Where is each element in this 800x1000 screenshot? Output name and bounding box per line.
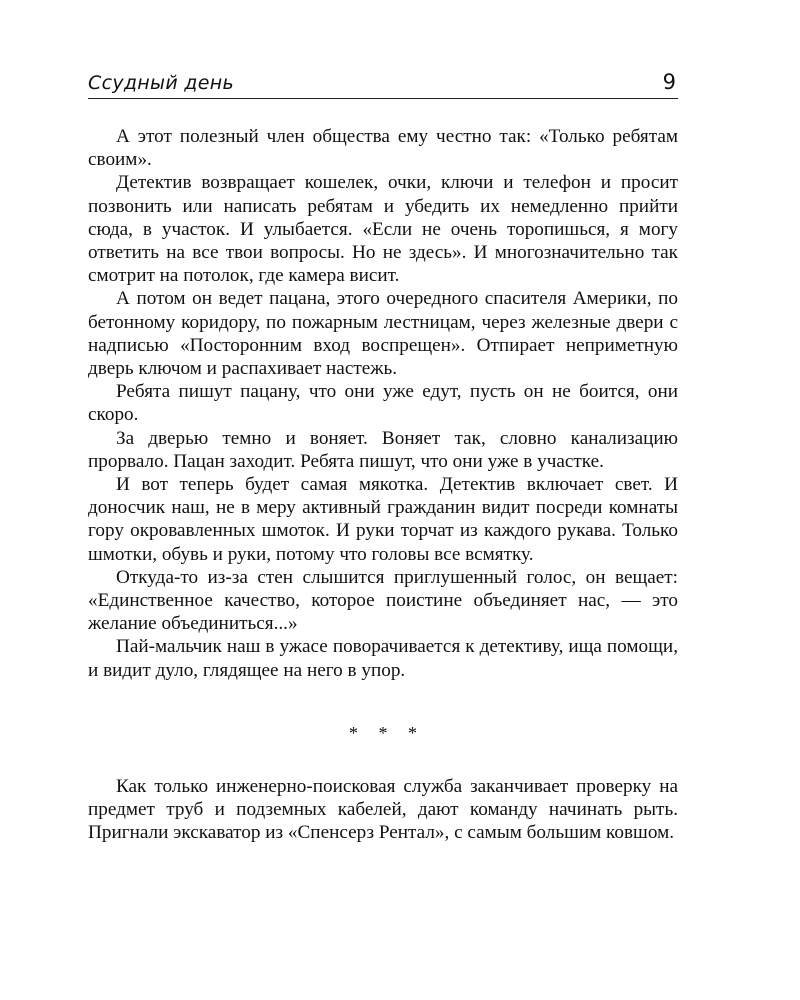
body-text: [88, 125, 678, 845]
chapter-title: Ссудный день: [88, 72, 234, 94]
paragraph: Детектив возвращает кошелек, очки, ключи и телефон и просит позвонить или написать ребятам и убедить их немедленно прийти сюда, в участок. И улыбается. «Если не очень торопишься, я могу ответить на все твои вопросы. Но не здесь». И многозначительно так смотрит на потолок, где камера висит.: [88, 172, 678, 287]
paragraph: За дверью темно и воняет. Воняет так, словно канализацию прорвало. Пацан заходит. Ребята пишут, что они уже в участке.: [88, 427, 678, 472]
page-number: 9: [662, 70, 676, 94]
section-divider: * * *: [349, 722, 425, 743]
book-page: [88, 70, 678, 845]
paragraph: А этот полезный член общества ему честно так: «Только ребятам своим».: [88, 126, 678, 171]
running-header: [88, 70, 678, 99]
paragraph: Пай-мальчик наш в ужасе поворачивается к детективу, ища помощи, и видит дуло, глядящее на него в упор.: [88, 636, 678, 681]
paragraph: И вот теперь будет самая мякотка. Детектив включает свет. И доносчик наш, не в меру активный гражданин видит посреди комнаты гору окровавленных шмоток. И руки торчат из каждого рукава. Только шмотки, обувь и руки, потому что головы все всмятку.: [88, 474, 678, 565]
paragraph: Откуда-то из-за стен слышится приглушенный голос, он вещает: «Единственное качество, которое поистине объединяет нас, — это желание объединиться...»: [88, 566, 678, 635]
paragraph: Как только инженерно-поисковая служба заканчивает проверку на предмет труб и подземных кабелей, дают команду начинать рыть. Пригнали экскаватор из «Спенсерз Рентал», с самым большим ковшом.: [88, 776, 678, 844]
paragraph: А потом он ведет пацана, этого очередного спасителя Америки, по бетонному коридору, по пожарным лестницам, через железные двери с надписью «Посторонним вход воспрещен». Отпирает неприметную дверь ключом и распахивает настежь.: [88, 288, 678, 380]
paragraph: Ребята пишут пацану, что они уже едут, пусть он не боится, они скоро.: [88, 381, 678, 426]
